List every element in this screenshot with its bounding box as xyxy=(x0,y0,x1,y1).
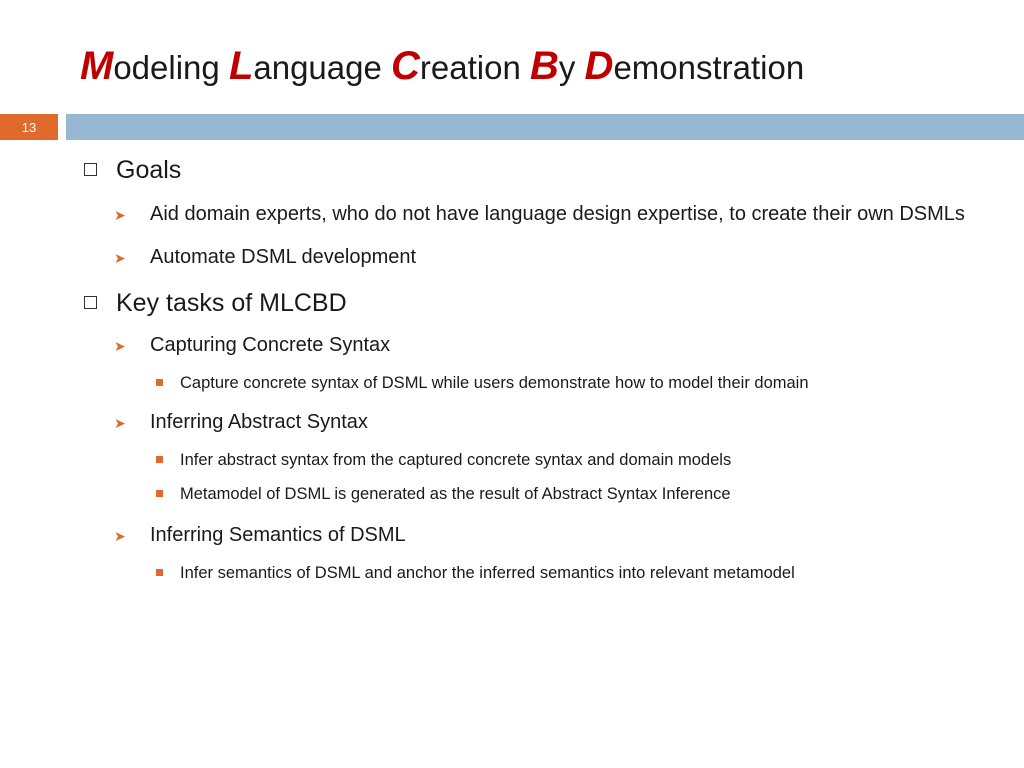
list-item-text: Inferring Abstract Syntax xyxy=(150,411,368,433)
arrow-bullet-icon: ➤ xyxy=(114,338,126,354)
title-word: Creation xyxy=(391,44,530,88)
square-bullet-icon xyxy=(156,490,163,497)
list-item-text: Capturing Concrete Syntax xyxy=(150,334,391,356)
list-item-text: Automate DSML development xyxy=(150,246,417,268)
sub-list-item xyxy=(156,371,984,395)
list-item xyxy=(114,518,984,553)
header-rule xyxy=(66,114,1024,140)
square-bullet-icon xyxy=(156,456,163,463)
list-item-text: Inferring Semantics of DSML xyxy=(150,524,406,546)
list-item xyxy=(114,240,984,275)
slide-number: 13 xyxy=(0,114,58,140)
sub-list-item-text: Infer abstract syntax from the captured concrete syntax and domain models xyxy=(180,451,732,469)
hollow-square-bullet-icon xyxy=(84,163,97,176)
section-heading-text: Key tasks of MLCBD xyxy=(116,289,347,317)
slide-title xyxy=(80,44,804,89)
sub-list-item xyxy=(156,448,984,472)
square-bullet-icon xyxy=(156,379,163,386)
hollow-square-bullet-icon xyxy=(84,296,97,309)
arrow-bullet-icon: ➤ xyxy=(114,207,126,223)
title-word: By xyxy=(529,44,585,88)
list-item xyxy=(114,197,984,232)
list-item-text: Aid domain experts, who do not have language design expertise, to create their own DSMLs xyxy=(150,203,965,225)
arrow-bullet-icon: ➤ xyxy=(114,415,126,431)
square-bullet-icon xyxy=(156,569,163,576)
section-heading xyxy=(84,289,984,318)
slide-content xyxy=(84,152,984,585)
list-item xyxy=(114,405,984,440)
title-word: Language xyxy=(228,44,392,88)
arrow-bullet-icon: ➤ xyxy=(114,250,126,266)
title-word: Demonstration xyxy=(584,44,805,88)
section-heading xyxy=(84,156,984,185)
sub-list-item xyxy=(156,561,984,585)
section-heading-text: Goals xyxy=(116,156,182,184)
title-word: Modeling xyxy=(80,44,229,88)
header-bar xyxy=(0,114,1024,140)
sub-list-item-text: Capture concrete syntax of DSML while users demonstrate how to model their domain xyxy=(180,374,809,392)
sub-list-item-text: Infer semantics of DSML and anchor the inferred semantics into relevant metamodel xyxy=(180,564,795,582)
sub-list-item-text: Metamodel of DSML is generated as the result of Abstract Syntax Inference xyxy=(180,485,731,503)
arrow-bullet-icon: ➤ xyxy=(114,528,126,544)
list-item xyxy=(114,328,984,363)
sub-list-item xyxy=(156,482,984,506)
